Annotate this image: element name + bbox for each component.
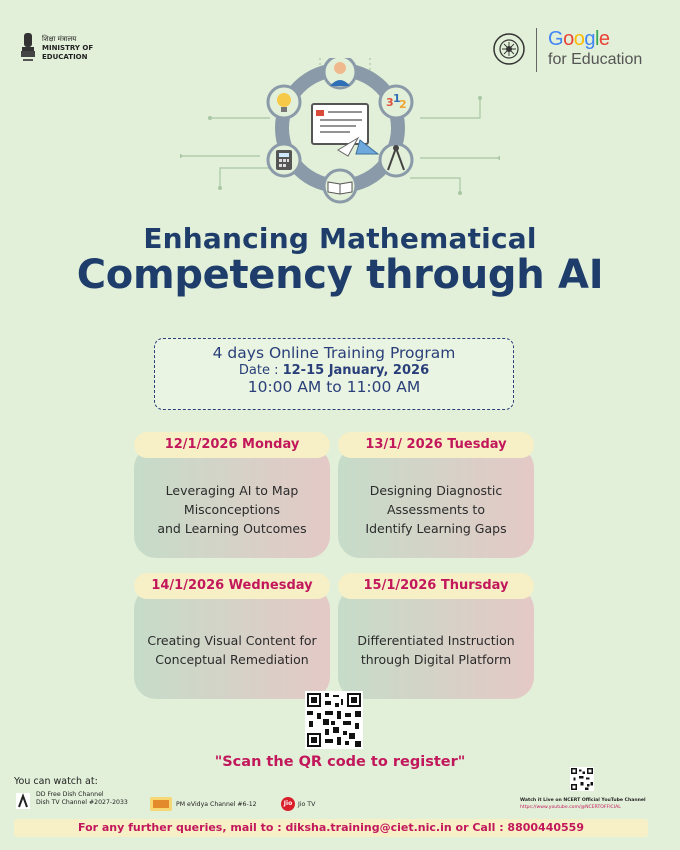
- session-card: [338, 432, 534, 558]
- svg-text:2: 2: [399, 98, 407, 111]
- dd-line-2: Dish TV Channel #2027-2033: [36, 799, 128, 806]
- ministry-line2: EDUCATION: [42, 52, 88, 61]
- jio-tv-text: Jio TV: [298, 801, 316, 808]
- topic-line: Misconceptions: [183, 501, 281, 517]
- session-day: 13/1/ 2026 Tuesday: [338, 432, 534, 458]
- program-time: 10:00 AM to 11:00 AM: [247, 378, 421, 396]
- session-topic: [338, 446, 534, 558]
- registration-qr-code-icon[interactable]: [305, 691, 363, 749]
- ministry-text: [42, 35, 93, 62]
- session-card: [338, 573, 534, 699]
- program-title: 4 days Online Training Program: [212, 344, 456, 362]
- jio-icon: Jio: [281, 797, 295, 811]
- date-label: Date :: [238, 363, 283, 378]
- ministry-of-education-logo: [18, 28, 98, 68]
- svg-text:3: 3: [386, 96, 394, 109]
- session-day: 14/1/2026 Wednesday: [134, 573, 330, 599]
- date-value: 12-15 January, 2026: [282, 363, 430, 378]
- watch-label: You can watch at:: [14, 776, 98, 787]
- hero-illustration: [180, 58, 500, 208]
- ashoka-emblem-icon: [18, 31, 38, 65]
- svg-text:1: 1: [393, 92, 401, 105]
- youtube-channel-text: [520, 797, 670, 811]
- session-day: 15/1/2026 Thursday: [338, 573, 534, 599]
- ministry-line1: MINISTRY OF: [42, 43, 94, 52]
- evidya-icon: [150, 797, 172, 811]
- book-icon: [328, 182, 352, 194]
- youtube-link[interactable]: https://www.youtube.com/@NCERTOFFICIAL: [520, 805, 621, 810]
- scan-qr-instruction: "Scan the QR code to register": [214, 754, 466, 770]
- session-topic: [338, 587, 534, 699]
- topic-line: Assessments to: [386, 501, 485, 517]
- topic-line: Leveraging AI to Map: [165, 482, 299, 498]
- session-topic: [134, 587, 330, 699]
- topic-line: Differentiated Instruction: [357, 633, 515, 648]
- contact-query-bar: For any further queries, mail to : diksha.training@ciet.nic.in or Call : 8800440559: [14, 819, 648, 837]
- topic-line: and Learning Outcomes: [157, 520, 307, 536]
- title-line-2: Competency through AI: [76, 252, 604, 298]
- session-day: 12/1/2026 Monday: [134, 432, 330, 458]
- topic-line: Conceptual Remediation: [155, 652, 309, 667]
- ministry-hindi: शिक्षा मंत्रालय: [42, 34, 77, 43]
- dd-channel-text: [36, 791, 128, 807]
- google-logo: Google: [548, 28, 610, 50]
- session-card: [134, 573, 330, 699]
- title-line-1: Enhancing Mathematical: [143, 222, 537, 255]
- evidya-channel-text: PM eVidya Channel #6-12: [176, 801, 257, 808]
- dd-icon: [16, 793, 30, 809]
- topic-line: Identify Learning Gaps: [365, 520, 507, 536]
- topic-line: through Digital Platform: [360, 652, 512, 667]
- topic-line: Creating Visual Content for: [147, 633, 317, 648]
- session-card: [134, 432, 330, 558]
- youtube-line: Watch it Live on NCERT Official YouTube Channel: [520, 798, 646, 803]
- program-info-box: [154, 338, 514, 410]
- for-education-text: for Education: [548, 51, 643, 68]
- topic-line: Designing Diagnostic: [369, 482, 503, 498]
- dd-line-1: DD Free Dish Channel: [36, 791, 104, 798]
- youtube-qr-code-icon[interactable]: [570, 767, 594, 791]
- header-divider: [536, 28, 537, 72]
- program-date: [155, 363, 513, 378]
- calculator-icon: [276, 150, 292, 170]
- session-topic: [134, 446, 330, 558]
